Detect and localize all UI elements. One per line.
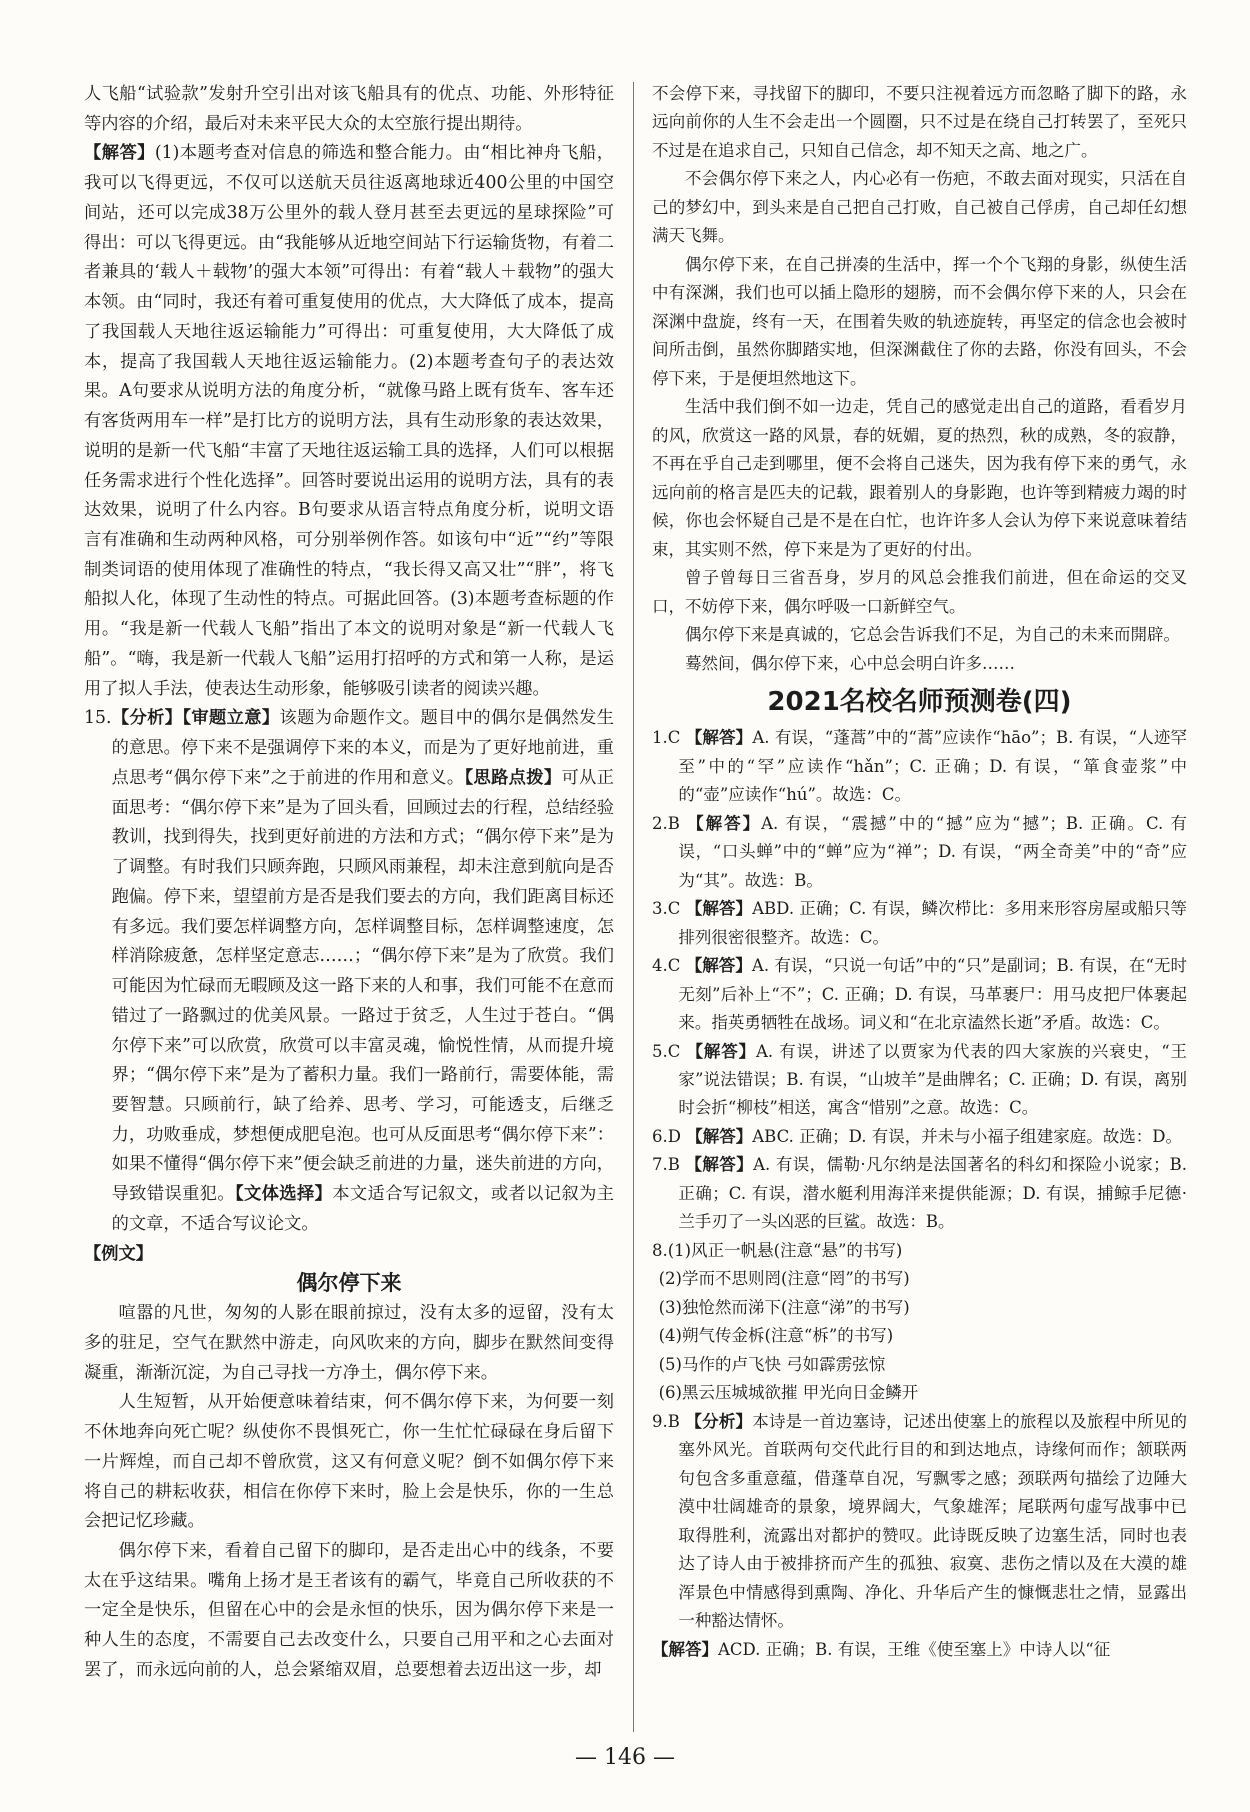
- essay-paragraph: 人生短暂，从开始便意味着结束，何不偶尔停下来，为何要一刻不休地奔向死亡呢？纵使你不畏惧死亡，你一生忙忙碌碌在身后留下一片辉煌，而自己却不曾欣赏，这又有何意义呢？倒不如偶尔停下来将自己的耕耘收获，相信在你停下来时，脸上会是快乐，你的一生总会把记忆珍藏。: [84, 1392, 614, 1532]
- item-text: A. 有误，讲述了以贾家为代表的四大家族的兴衰史，“王家”说法错误；B. 有误，“山坡羊”是曲牌名；C. 正确；D. 有误，离别时会折“柳枝”相送，寓含“惜别”之意。故选：C。: [678, 1041, 1187, 1118]
- essay-title: 偶尔停下来: [296, 1271, 402, 1296]
- analysis-label: 【分析】: [685, 1411, 753, 1431]
- question-number: 15.: [84, 708, 112, 729]
- essay-paragraph: 生活中我们倒不如一边走，凭自己的感觉走出自己的道路，看看岁月的风，欣赏这一路的风景，春的妩媚，夏的热烈，秋的成熟，冬的寂静，不再在乎自己走到哪里，便不会将自己迷失，因为我有停下来的勇气，永远向前的格言是匹夫的记载，跟着别人的身影跑，也许等到精疲力竭的时候，你也会怀疑自己是不是在白忙，也许许多人会认为停下来说意味着结束，其实则不然，停下来是为了更好的付出。: [652, 397, 1187, 559]
- section-title: 2021名校名师预测卷(四): [767, 687, 1072, 718]
- answer-label: 【解答】: [686, 1041, 756, 1061]
- answer-paragraph: [652, 1636, 1187, 1664]
- essay-paragraph: 偶尔停下来是真诚的，它总会告诉我们不足，为自己的未来而開辟。: [685, 625, 1180, 645]
- answer-item: [652, 724, 1187, 809]
- item-text: ABD. 正确；C. 有误，鳞次栉比：多用来形容房屋或船只等排列很密很整齐。故选：C。: [678, 899, 1188, 947]
- answer-item: [652, 810, 1187, 895]
- answer-label: 【解答】: [685, 899, 753, 919]
- answer-label: 【解答】: [686, 1126, 753, 1146]
- answer-label: 【解答】: [652, 1639, 718, 1659]
- style-label: 【文体选择】: [235, 1184, 333, 1205]
- essay-paragraph: 偶尔停下来，看着自己留下的脚印，是否走出心中的线条，不要太在乎这结果。嘴角上扬才是王者该有的霸气，毕竟自己所收获的不一定全是快乐，但留在心中的会是永恒的快乐，因为偶尔停下来是一种人生的态度，不需要自己去改变什么，只要自己用平和之心去面对罢了，而永远向前的人，总会紧缩双眉，总要想着去迈出这一步，却: [84, 1540, 614, 1680]
- answer-text: (1)本题考查对信息的筛选和整合能力。由“相比神舟飞船，我可以飞得更远，不仅可以送航天员往返离地球近400公里的中国空间站，还可以完成38万公里外的载人登月甚至去更远的星球探险”可得出：可以飞得更远。由“我能够从近地空间站下行运输货物，有着二者兼具的‘载人＋载物’的强大本领”可得出：有着“载人＋载物”的强大本领。由“同时，我还有着可重复使用的优点，大大降低了成本，提高了我国载人天地往返运输能力”可得出：可重复使用，大大降低了成本，提高了我国载人天地往返运输能力。(2)本题考查句子的表达效果。A句要求从说明方法的角度分析，“就像马路上既有货车、客车还有客货两用车一样”是打比方的说明方法，具有生动形象的表达效果，说明的是新一代飞船“丰富了天地往返运输工具的选择，人们可以根据任务需求进行个性化选择”。回答时要说出运用的说明方法，具有的表达效果，说明了什么内容。B句要求从语言特点角度分析，说明文语言有准确和生动两种风格，可分别举例作答。如该句中“近”“约”等限制类词语的使用体现了准确性的特点，“我长得又高又壮”“胖”，将飞船拟人化，体现了生动性的特点。可据此回答。(3)本题考查标题的作用。“我是新一代载人飞船”指出了本文的说明对象是“新一代载人飞船”。“嗨，我是新一代载人飞船”运用打招呼的方式和第一人称，是运用了拟人手法，使表达生动形象，能够吸引读者的阅读兴趣。: [84, 143, 614, 699]
- item-number: 6.D: [652, 1126, 681, 1146]
- left-column: [84, 80, 614, 1686]
- item-text: A. 有误，“震撼”中的“撼”应为“撼”；B. 正确。C. 有误，“口头蝉”中的“蝉”应为“禅”；D. 有误，“两全奇美”中的“奇”应为“其”。故选：B。: [678, 813, 1187, 890]
- topic-text: 该题为命题作文。题目中的偶尔是偶然发生的意思。停下来不是强调停下来的本义，而是为了更好地前进，重点思考“偶尔停下来”之于前进的作用和意义。: [111, 708, 614, 788]
- dictation-line: (6)黑云压城城欲摧 甲光向日金鳞开: [658, 1383, 919, 1403]
- dictation-line: (3)独怆然而涕下(注意“涕”的书写): [658, 1297, 910, 1317]
- column-divider: [633, 82, 634, 1732]
- item-text: A. 有误，“蓬蒿”中的“蒿”应读作“hāo”；B. 有误，“人迹罕至”中的“罕”应读作“hǎn”；C. 正确；D. 有误，“箪食壶浆”中的“壶”应读作“hú”。故选：C。: [678, 728, 1188, 805]
- right-column: [652, 80, 1187, 1664]
- dictation-line: (4)朔气传金柝(注意“柝”的书写): [658, 1326, 894, 1346]
- item-number: 9.B: [652, 1411, 680, 1431]
- answer-label: 【解答】: [685, 1155, 754, 1175]
- answer-item: [652, 1038, 1187, 1123]
- topic-label: 【审题立意】: [182, 708, 280, 729]
- hint-text: 可从正面思考：“偶尔停下来”是为了回头看，回顾过去的行程，总结经验教训，找到得失，找到更好前进的方法和方式；“偶尔停下来”是为了调整。有时我们只顾奔跑，只顾风雨兼程，却未注意到航向是否跑偏。停下来，望望前方是否是我们要去的方向，我们距离目标还有多远。我们要怎样调整方向，怎样调整目标，怎样调整速度，怎样消除疲惫，怎样坚定意志……；“偶尔停下来”是为了欣赏。我们可能因为忙碌而无暇顾及这一路下来的人和事，我们可能不在意而错过了一路飘过的优美风景。一路过于贫乏，人生过于苍白。“偶尔停下来”可以欣赏，欣赏可以丰富灵魂，愉悦性情，从而提升境界；“偶尔停下来”是为了蓄积力量。我们一路前行，需要体能，需要智慧。只顾前行，缺了给养、思考、学习，可能透支，后继乏力，功败垂成，梦想便成肥皂泡。也可从反面思考“偶尔停下来”：如果不懂得“偶尔停下来”便会缺乏前进的力量，迷失前进的方向，导致错误重犯。: [111, 767, 614, 1205]
- question-15: [84, 704, 614, 1239]
- item-number: 3.C: [652, 899, 681, 919]
- answer-label: 【解答】: [687, 813, 762, 833]
- example-label: 【例文】: [84, 1243, 154, 1264]
- item-number: 5.C: [652, 1041, 681, 1061]
- answer-label: 【解答】: [685, 728, 753, 748]
- item-number: 7.B: [652, 1155, 680, 1175]
- essay-paragraph: 喧嚣的凡世，匆匆的人影在眼前掠过，没有太多的逗留，没有太多的驻足，空气在默然中游走，向风吹来的方向，脚步在默然间变得凝重，渐渐沉淀，为自己寻找一方净土，偶尔停下来。: [84, 1303, 614, 1383]
- answer-item: [652, 952, 1187, 1037]
- item-text: ABC. 正确；D. 有误，并未与小福子组建家庭。故选：D。: [752, 1126, 1182, 1146]
- item-text: A. 有误，“只说一句话”中的“只”是副词；B. 有误，在“无时无刻”后补上“不”；C. 正确；D. 有误，马革裹尸：用马皮把尸体裹起来。指英勇牺牲在战场。词义和“在北京溘然长逝”矛盾。故选：C。: [678, 956, 1188, 1033]
- essay-paragraph: 偶尔停下来，在自己拼凑的生活中，挥一个个飞翔的身影，纵使生活中有深渊，我们也可以插上隐形的翅膀，而不会偶尔停下来的人，只会在深渊中盘旋，终有一天，在围着失败的轨迹旋转，再坚定的信念也会被时间所击倒，虽然你脚踏实地，但深渊截住了你的去路，你没有回头，不会停下来，于是便坦然地这下。: [652, 254, 1187, 388]
- essay-paragraph: 不会偶尔停下来之人，内心必有一伤疤，不敢去面对现实，只活在自己的梦幻中，到头来是自己把自己打败，自己被自己俘虏，自己却任幻想满天飞舞。: [652, 169, 1187, 246]
- answer-label: 【解答】: [685, 956, 752, 976]
- answer-item: [652, 895, 1187, 952]
- answer-paragraph: [84, 139, 614, 704]
- item-text: A. 有误，儒勒·凡尔纳是法国著名的科幻和探险小说家；B. 正确；C. 有误，潜水艇利用海洋来提供能源；D. 有误，捕鲸手尼德·兰手刃了一头凶恶的巨鲨。故选：B。: [678, 1155, 1188, 1232]
- dictation-line: (5)马作的卢飞快 弓如霹雳弦惊: [658, 1354, 886, 1374]
- essay-paragraph: 不会停下来，寻找留下的脚印，不要只注视着远方而忽略了脚下的路，永远向前你的人生不会走出一个圆圈，只不过是在绕自己打转罢了，至死只不过是在追求自己，只知自己信念，却不知天之高、地之广。: [652, 84, 1187, 160]
- dictation-line: (2)学而不思则罔(注意“罔”的书写): [658, 1269, 910, 1289]
- answer-text: ACD. 正确；B. 有误，王维《使至塞上》中诗人以“征: [718, 1639, 1111, 1659]
- paragraph: 人飞船“试验款”发射升空引出对该飞船具有的优点、功能、外形特征等内容的介绍，最后对未来平民大众的太空旅行提出期待。: [84, 84, 614, 134]
- answer-item: [652, 1151, 1187, 1236]
- question-9: [652, 1408, 1187, 1636]
- page-number: — 146 —: [575, 1745, 675, 1770]
- hint-label: 【思路点拨】: [464, 767, 562, 788]
- essay-paragraph: 蓦然间，偶尔停下来，心中总会明白许多……: [685, 653, 1015, 673]
- item-number: 4.C: [652, 956, 681, 976]
- item-number: 1.C: [652, 728, 681, 748]
- analysis-label: 【分析】: [111, 708, 183, 729]
- answer-item: [652, 1123, 1187, 1151]
- item-number: 8.: [652, 1240, 668, 1260]
- answer-label: 【解答】: [84, 143, 155, 164]
- style-text: 本文适合写记叙文，或者以记叙为主的文章，不适合写议论文。: [111, 1184, 614, 1234]
- dictation-line: (1)风正一帆悬(注意“悬”的书写): [667, 1240, 903, 1260]
- essay-paragraph: 曾子曾每日三省吾身，岁月的风总会推我们前进，但在命运的交叉口，不妨停下来，偶尔呼吸一口新鲜空气。: [652, 568, 1187, 616]
- item-number: 2.B: [652, 813, 680, 833]
- question-8: [652, 1237, 1187, 1265]
- analysis-text: 本诗是一首边塞诗，记述出使塞上的旅程以及旅程中所见的塞外风光。首联两句交代此行目的和到达地点，诗缘何而作；颔联两句包含多重意蕴，借蓬草自况，写飘零之感；颈联两句描绘了边陲大漠中壮阔雄奇的景象，境界阔大，气象雄浑；尾联两句虚写战事中已取得胜利，流露出对都护的赞叹。此诗既反映了边塞生活，同时也表达了诗人由于被排挤而产生的孤独、寂寞、悲伤之情以及在大漠的雄浑景色中情感得到熏陶、净化、升华后产生的慷慨悲壮之情，显露出一种豁达情怀。: [678, 1411, 1188, 1631]
